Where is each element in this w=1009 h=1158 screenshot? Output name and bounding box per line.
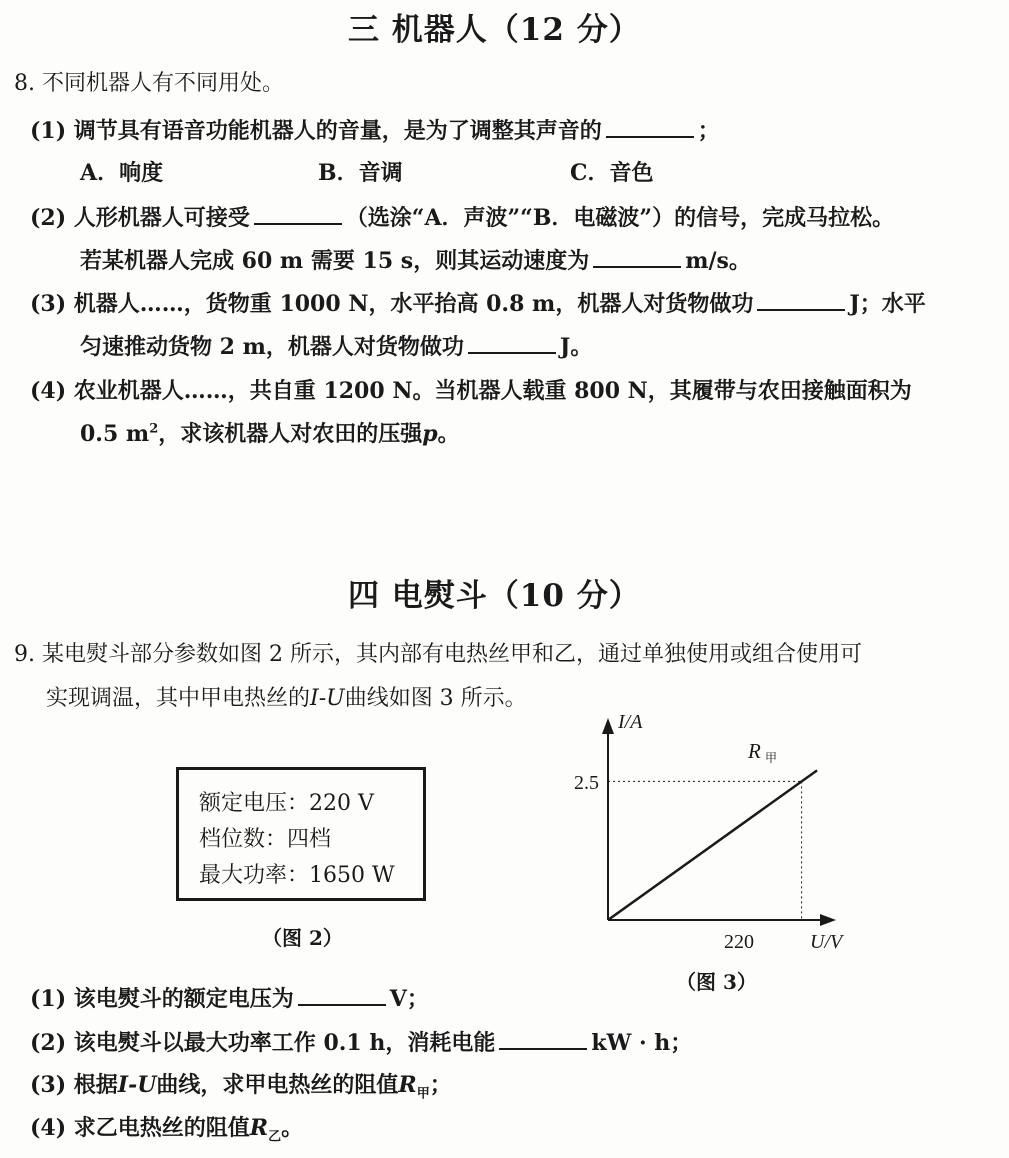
answer-blank[interactable] [757,287,845,311]
answer-blank[interactable] [606,114,694,138]
resistance-sub: 甲 [416,1086,430,1102]
q8-part2-line2 [80,244,751,275]
q9-line1: 9. 某电熨斗部分参数如图 2 所示，其内部有电热丝甲和乙，通过单独使用或组合使用可 [14,642,862,667]
q8-part3-text: (3) 机器人……，货物重 1000 N，水平抬高 0.8 m，机器人对货物做功 [30,291,754,317]
q9-line2-b: 曲线如图 3 所示。 [344,686,527,711]
x-tick-label: 220 [724,931,754,950]
spec-voltage: 额定电压：220 V [199,791,374,816]
q8-part4-line2 [80,417,460,448]
resistance-sub: 乙 [268,1129,282,1145]
q9-part4 [30,1111,303,1144]
section4-title: 四 电熨斗（10 分） [348,578,641,614]
q8-part2-suffix: （选涂“A．声波”“B．电磁波”）的信号，完成马拉松。 [345,205,895,231]
q9-line2-a: 实现调温，其中甲电热丝的 [46,686,311,711]
q9-part3 [30,1068,452,1101]
answer-blank[interactable] [593,244,681,268]
answer-blank[interactable] [254,201,342,225]
answer-blank[interactable] [468,330,556,354]
q8-part1 [30,114,720,145]
q9-part1-suffix: V； [389,986,429,1012]
q8-intro: 8. 不同机器人有不同用处。 [14,71,284,96]
iu-label: I-U [117,1072,157,1098]
q8-part1-suffix: ； [697,118,720,144]
pressure-variable: p [422,421,438,447]
spec-power: 最大功率：1650 W [199,863,395,888]
q8-part3-line2 [80,330,592,361]
option-b: B．音调 [318,160,403,186]
q9-line2 [46,681,527,712]
x-axis-label: U/V [810,931,843,950]
y-axis-arrow [602,718,614,734]
y-axis-label: I/A [618,711,643,733]
q9-part2-suffix: kW · h； [591,1030,693,1056]
q9-part4-end: 。 [281,1115,304,1141]
q9-part3-mid: 曲线，求甲电热丝的阻值 [156,1072,399,1098]
answer-blank[interactable] [499,1026,587,1050]
y-tick-label: 2.5 [574,772,599,794]
q8-part2-text: (2) 人形机器人可接受 [30,205,250,231]
q8-part1-text: (1) 调节具有语音功能机器人的音量，是为了调整其声音的 [30,118,602,144]
q9-part4-text: (4) 求乙电热丝的阻值 [30,1115,250,1141]
q8-part4: (4) 农业机器人……，共自重 1200 N。当机器人载重 800 N，其履带与农田接触面积为 [30,378,912,404]
area-value: 0.5 m [80,421,150,447]
spec-box [176,767,426,901]
q8-part3b-suffix: J。 [559,334,593,360]
q8-part2b-text: 若某机器人完成 60 m 需要 15 s，则其运动速度为 [80,248,590,274]
q9-part3-text: (3) 根据 [30,1072,118,1098]
q8-part4b-end: 。 [437,421,460,447]
resistance-r: R [398,1072,417,1098]
q8-part2b-suffix: m/s。 [685,248,751,274]
series-label-r: R [748,739,761,763]
option-a: A．响度 [80,160,164,186]
q8-part3b-text: 匀速推动货物 2 m，机器人对货物做功 [80,334,464,360]
q9-part1-text: (1) 该电熨斗的额定电压为 [30,986,294,1012]
series-label-sub: 甲 [765,751,778,765]
option-c: C．音色 [570,160,654,186]
q8-part4b-text: ，求该机器人对农田的压强 [158,421,423,447]
figure3-caption: （图 3） [676,970,757,994]
q8-part3 [30,287,926,318]
q8-part2 [30,201,894,232]
q8-part3-suffix: J；水平 [849,291,926,317]
area-exponent: 2 [149,421,159,437]
section3-title: 三 机器人（12 分） [348,12,641,48]
resistance-r: R [249,1115,269,1141]
q9-part2 [30,1026,692,1057]
figure2-caption: （图 2） [262,926,343,950]
answer-blank[interactable] [298,982,386,1006]
series-line-r-jia [608,770,817,920]
q9-part1 [30,982,429,1013]
iu-chart [560,700,860,950]
q9-part3-end: ； [429,1072,452,1098]
spec-gears: 档位数：四档 [199,827,332,852]
q9-part2-text: (2) 该电熨斗以最大功率工作 0.1 h，消耗电能 [30,1030,496,1056]
x-axis-arrow [820,914,836,926]
iu-label: I-U [310,686,345,711]
